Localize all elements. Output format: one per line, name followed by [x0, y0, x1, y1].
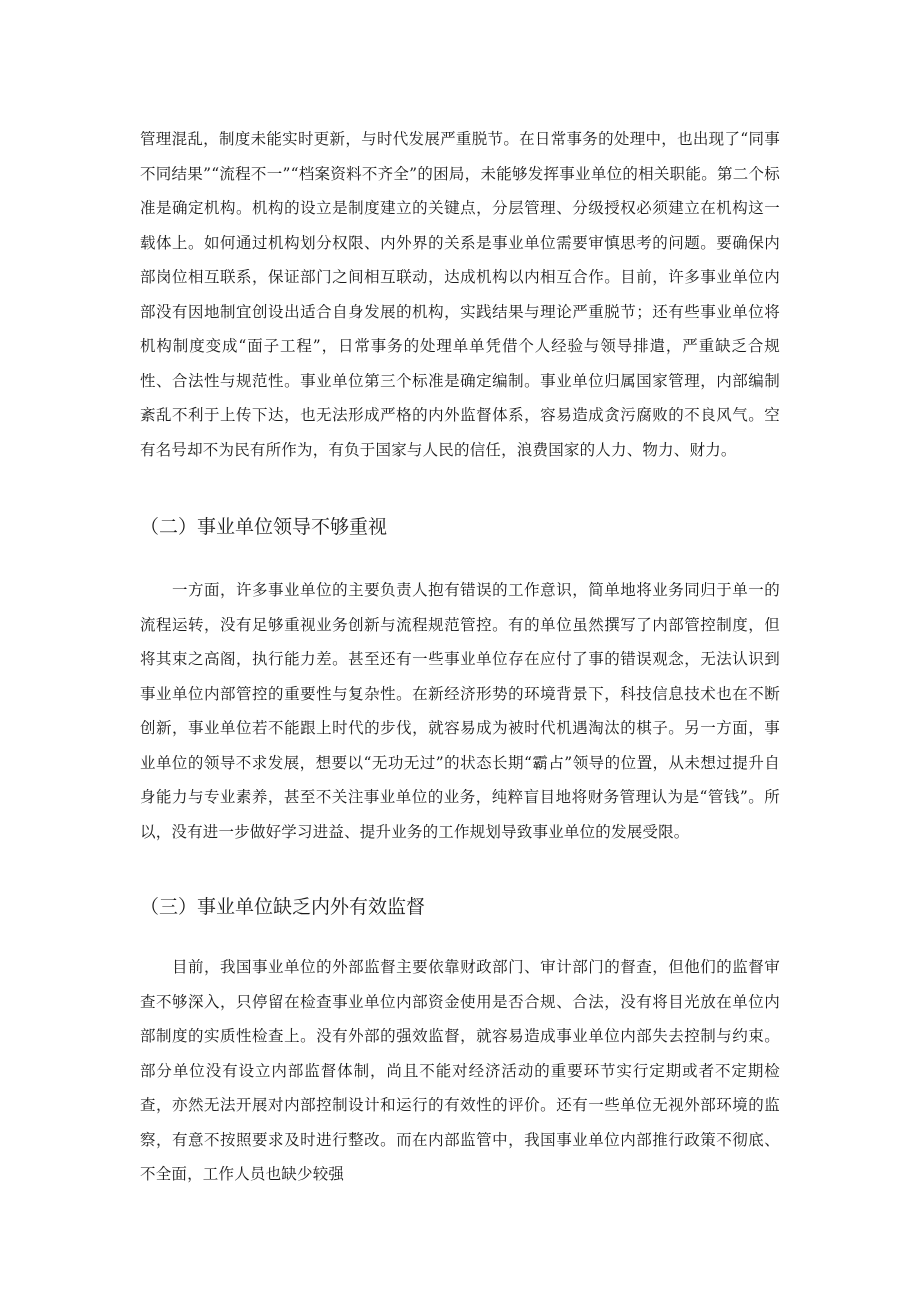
body-paragraph: 管理混乱，制度未能实时更新，与时代发展严重脱节。在日常事务的处理中，也出现了“同事不同结果”“流程不一”“档案资料不齐全”的困局，未能够发挥事业单位的相关职能。第二个标准是确定机构。机构的设立是制度建立的关键点，分层管理、分级授权必须建立在机构这一载体上。如何通过机构划分权限、内外界的关系是事业单位需要审慎思考的问题。要确保内部岗位相互联系，保证部门之间相互联动，达成机构以内相互合作。目前，许多事业单位内部没有因地制宜创设出适合自身发展的机构，实践结果与理论严重脱节；还有些事业单位将机构制度变成“面子工程”，日常事务的处理单单凭借个人经验与领导排遣，严重缺乏合规性、合法性与规范性。事业单位第三个标准是确定编制。事业单位归属国家管理，内部编制紊乱不利于上传下达，也无法形成严格的内外监督体系，容易造成贪污腐败的不良风气。空有名号却不为民有所作为，有负于国家与人民的信任，浪费国家的人力、物力、财力。 — [140, 130, 780, 459]
body-paragraph: 目前，我国事业单位的外部监督主要依靠财政部门、审计部门的督查，但他们的监督审查不够深入，只停留在检查事业单位内部资金使用是否合规、合法，没有将目光放在单位内部制度的实质性检查上。没有外部的强效监督，就容易造成事业单位内部失去控制与约束。部分单位没有设立内部监督体制，尚且不能对经济活动的重要环节实行定期或者不定期检查，亦然无法开展对内部控制设计和运行的有效性的评价。还有一些单位无视外部环境的监察，有意不按照要求及时进行整改。而在内部监管中，我国事业单位内部推行政策不彻底、不全面，工作人员也缺少较强 — [140, 958, 780, 1183]
body-paragraph: 一方面，许多事业单位的主要负责人抱有错误的工作意识，简单地将业务同归于单一的流程运转，没有足够重视业务创新与流程规范管控。有的单位虽然撰写了内部管控制度，但将其束之高阁，执行能力差。甚至还有一些事业单位存在应付了事的错误观念，无法认识到事业单位内部管控的重要性与复杂性。在新经济形势的环境背景下，科技信息技术也在不断创新，事业单位若不能跟上时代的步伐，就容易成为被时代机遇淘汰的棋子。另一方面，事业单位的领导不求发展，想要以“无功无过”的状态长期“霸占”领导的位置，从未想过提升自身能力与专业素养，甚至不关注事业单位的业务，纯粹盲目地将财务管理认为是“管钱”。所以，没有进一步做好学习进益、提升业务的工作规划导致事业单位的发展受限。 — [140, 581, 780, 841]
section-heading: （三）事业单位缺乏内外有效监督 — [140, 896, 426, 918]
section-heading: （二）事业单位领导不够重视 — [140, 516, 388, 538]
